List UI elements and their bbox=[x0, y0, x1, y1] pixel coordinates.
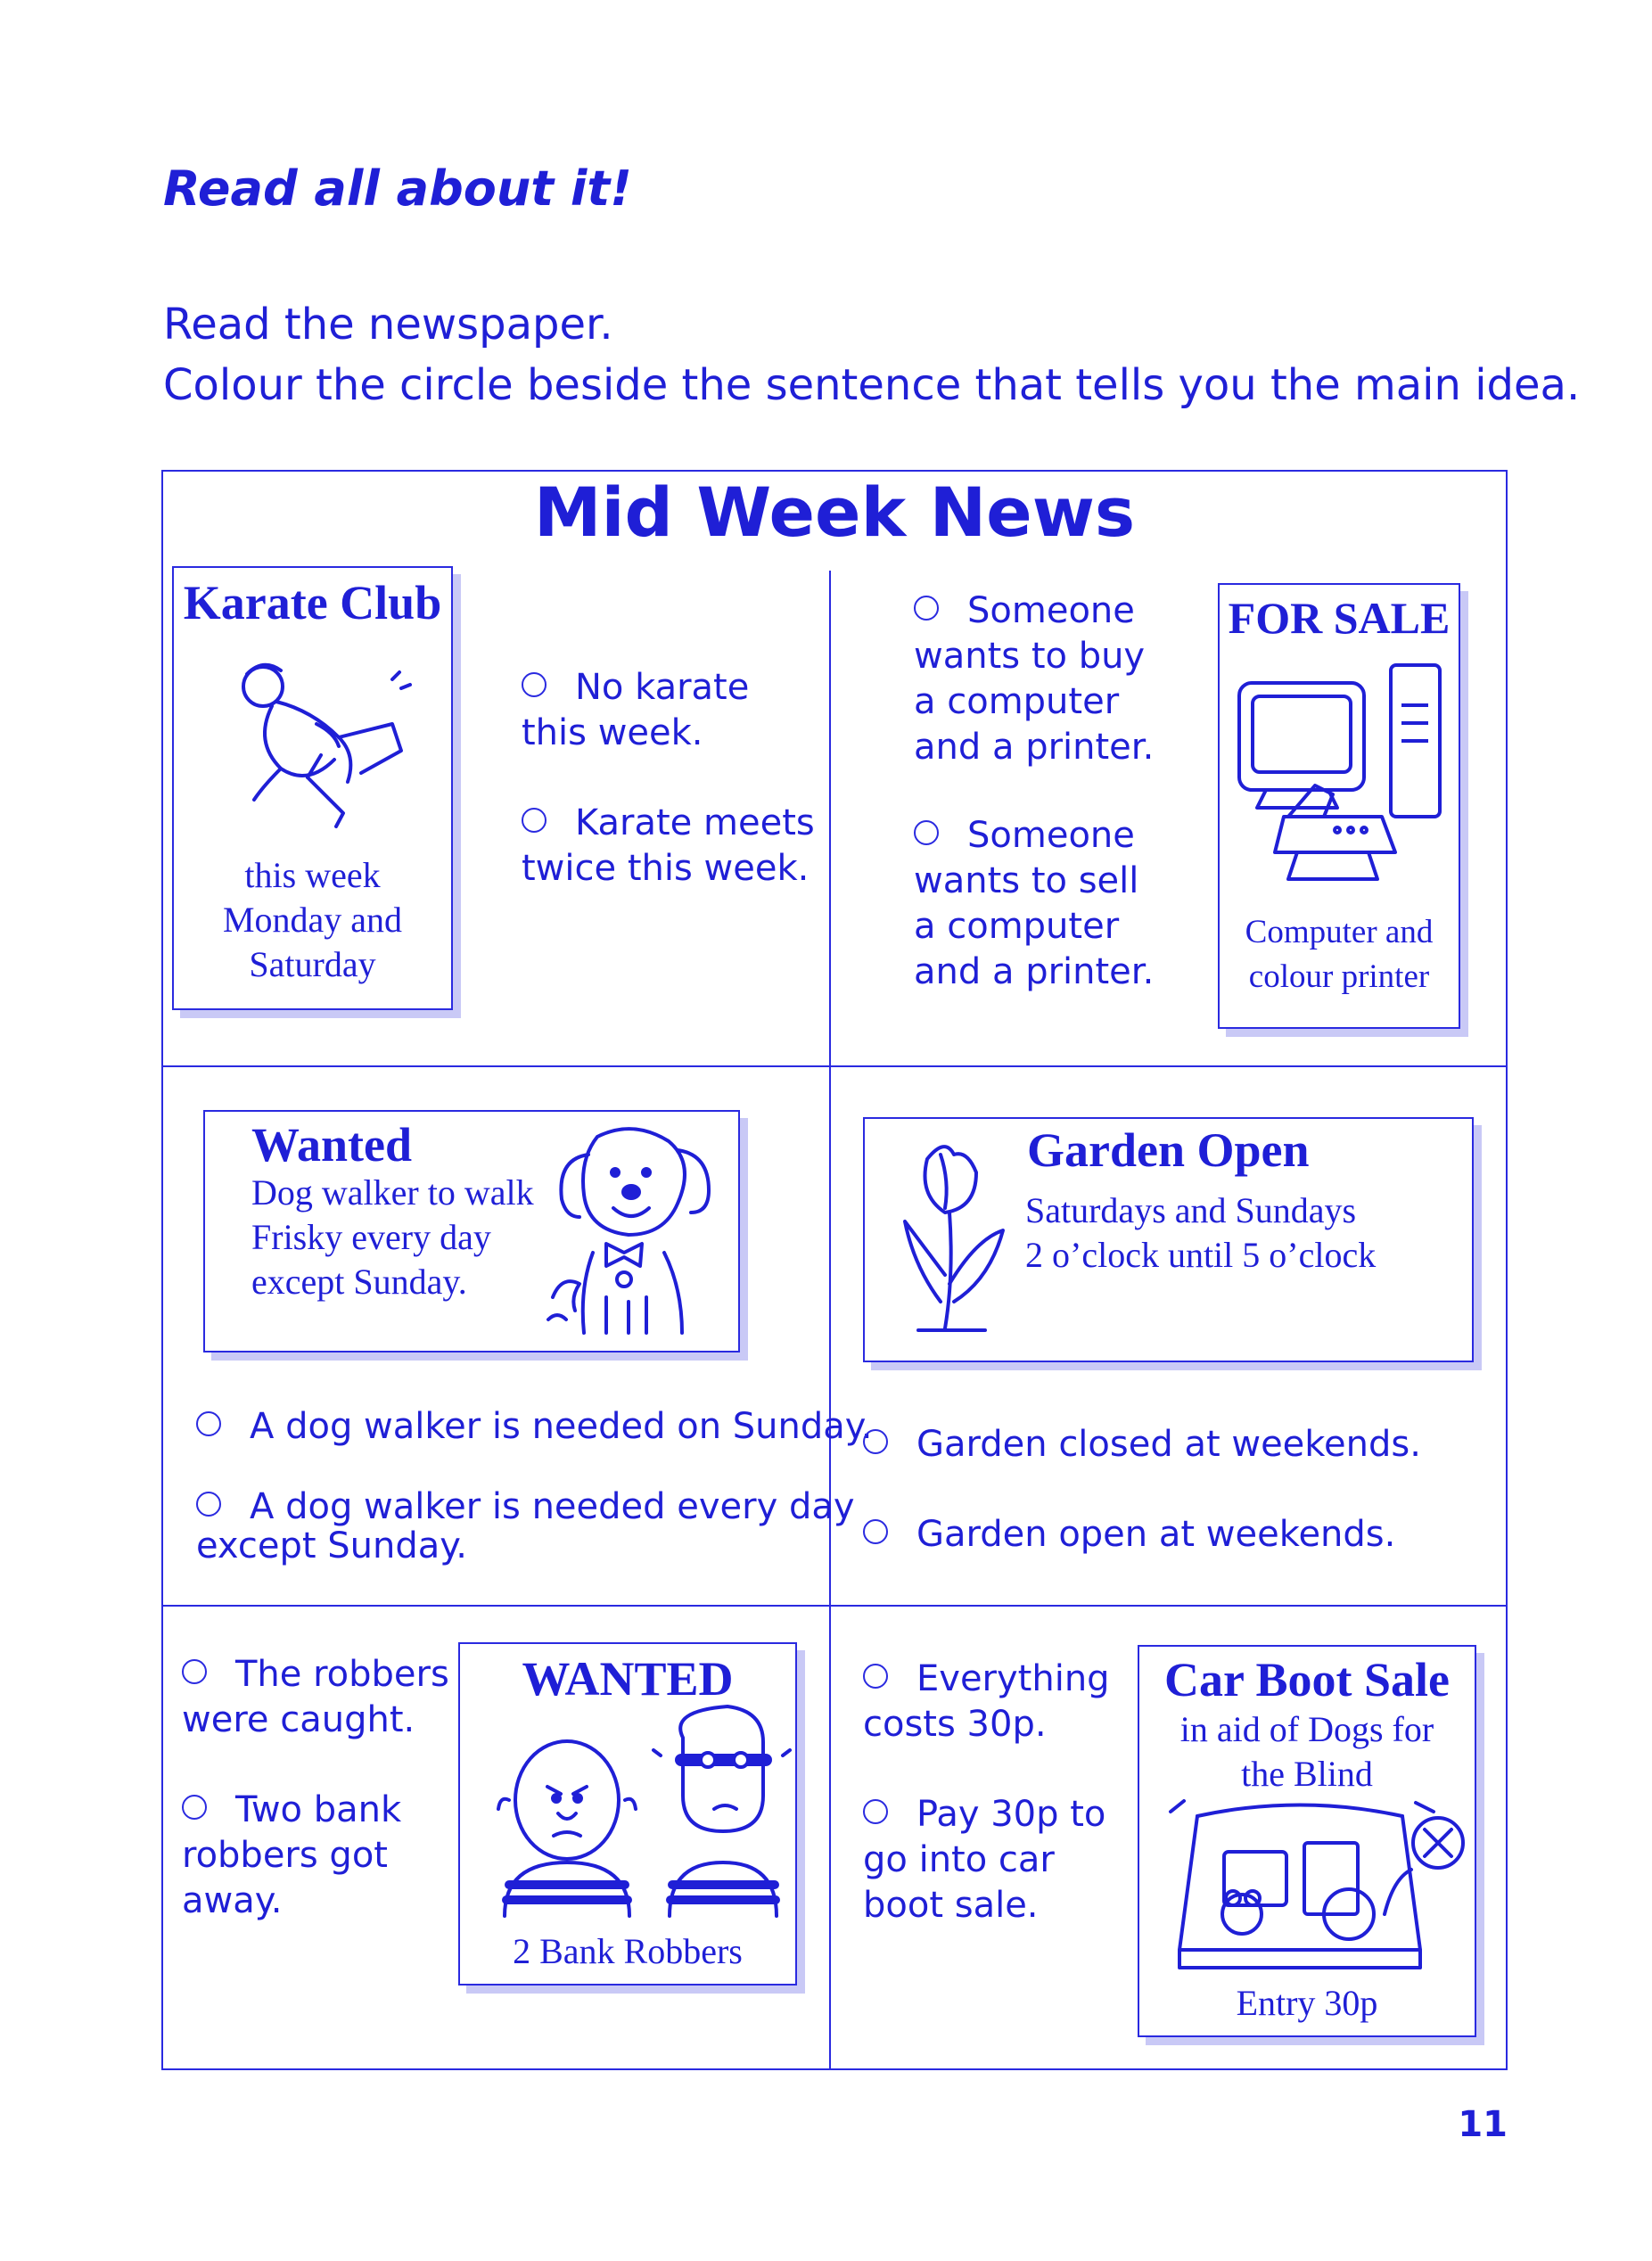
answer-circle[interactable] bbox=[196, 1411, 221, 1436]
karate-option-2[interactable]: Karate meets twice this week. bbox=[522, 802, 815, 889]
robbers-title: WANTED bbox=[522, 1652, 734, 1706]
garden-text: Saturdays and Sundays 2 o’clock until 5 o’clock bbox=[1025, 1190, 1377, 1275]
garden-title: Garden Open bbox=[1027, 1123, 1310, 1177]
carboot-option-2[interactable]: Pay 30p to go into car boot sale. bbox=[863, 1794, 1106, 1926]
carboot-text: in aid of Dogs for the Blind bbox=[1179, 1709, 1434, 1794]
answer-circle[interactable] bbox=[182, 1659, 207, 1684]
robbers-option-1[interactable]: The robbers were caught. bbox=[182, 1654, 449, 1740]
answer-circle[interactable] bbox=[863, 1664, 888, 1689]
car-boot-icon bbox=[1171, 1798, 1469, 1972]
dog-option-1[interactable]: A dog walker is needed on Sunday. bbox=[196, 1404, 872, 1450]
answer-circle[interactable] bbox=[182, 1795, 207, 1820]
karate-title: Karate Club bbox=[183, 576, 442, 629]
robbers-option-2[interactable]: Two bank robbers got away. bbox=[182, 1789, 402, 1921]
dog-walker-title: Wanted bbox=[251, 1118, 413, 1172]
newspaper-masthead: Mid Week News bbox=[533, 473, 1136, 552]
carboot-option-1[interactable]: Everything costs 30p. bbox=[863, 1658, 1110, 1745]
karate-ad bbox=[172, 566, 453, 1010]
page-heading: Read all about it! bbox=[163, 160, 632, 217]
answer-circle[interactable] bbox=[863, 1429, 888, 1454]
dog-icon bbox=[544, 1119, 736, 1342]
instruction-line-1: Read the newspaper. bbox=[163, 300, 613, 349]
answer-circle[interactable] bbox=[914, 820, 939, 845]
dog-walker-text: Dog walker to walk Frisky every day except Sunday. bbox=[251, 1172, 534, 1302]
flower-icon bbox=[900, 1141, 1016, 1342]
bank-robbers-icon bbox=[469, 1702, 790, 1916]
forsale-title: FOR SALE bbox=[1228, 593, 1451, 643]
karate-figure-icon bbox=[227, 653, 415, 840]
karate-option-1[interactable]: No karate this week. bbox=[522, 667, 750, 753]
answer-circle[interactable] bbox=[522, 808, 547, 833]
answer-circle[interactable] bbox=[863, 1799, 888, 1824]
forsale-text: Computer and colour printer bbox=[1245, 914, 1434, 995]
carboot-title: Car Boot Sale bbox=[1164, 1653, 1450, 1706]
page-number: 11 bbox=[1458, 2104, 1508, 2145]
row-divider bbox=[161, 1065, 1508, 1067]
instruction-line-2: Colour the circle beside the sentence that tells you the main idea. bbox=[163, 360, 1581, 410]
computer-printer-icon bbox=[1230, 656, 1453, 888]
dog-walker-ad bbox=[203, 1110, 740, 1352]
answer-circle[interactable] bbox=[522, 672, 547, 697]
row-divider bbox=[161, 1605, 1508, 1607]
garden-option-2[interactable]: Garden open at weekends. bbox=[863, 1512, 1395, 1558]
carboot-ad bbox=[1138, 1645, 1476, 2037]
garden-option-1[interactable]: Garden closed at weekends. bbox=[863, 1422, 1421, 1468]
forsale-ad bbox=[1218, 583, 1460, 1029]
forsale-option-2[interactable]: Someone wants to sell a computer and a printer. bbox=[914, 815, 1155, 992]
answer-circle[interactable] bbox=[914, 596, 939, 621]
robbers-ad bbox=[458, 1642, 797, 1986]
robbers-text: 2 Bank Robbers bbox=[513, 1931, 743, 1971]
answer-circle[interactable] bbox=[196, 1492, 221, 1517]
column-divider bbox=[829, 571, 831, 2068]
carboot-entry: Entry 30p bbox=[1236, 1983, 1378, 2023]
forsale-option-1[interactable]: Someone wants to buy a computer and a printer. bbox=[914, 590, 1155, 768]
answer-circle[interactable] bbox=[863, 1519, 888, 1544]
karate-text: this week Monday and Saturday bbox=[222, 855, 403, 984]
garden-ad bbox=[863, 1117, 1474, 1362]
dog-option-2[interactable]: A dog walker is needed every day except Sunday. bbox=[196, 1486, 855, 1566]
